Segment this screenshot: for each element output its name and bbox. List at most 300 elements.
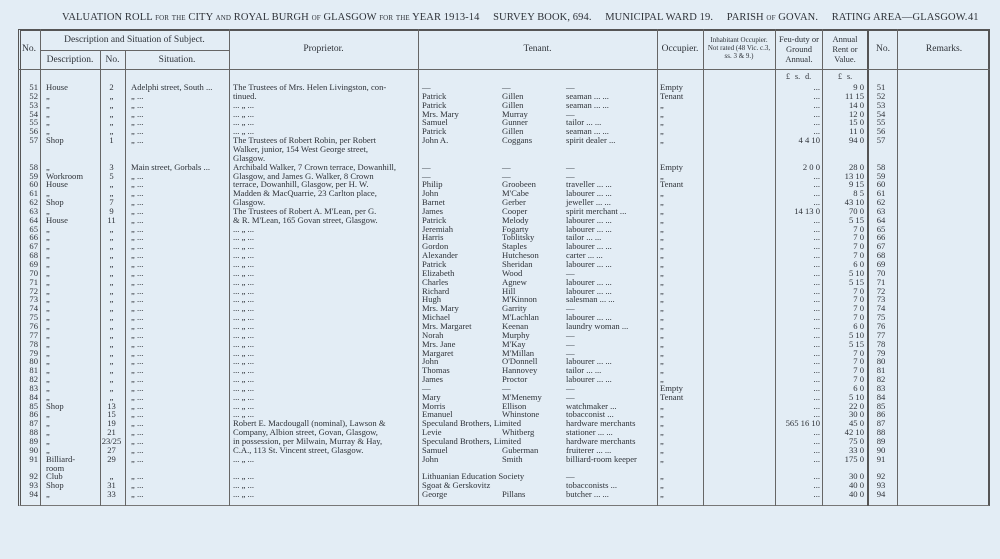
description: „ <box>46 259 50 269</box>
occupier: Tenant <box>660 90 684 101</box>
proprietor: ... „ ... <box>233 480 255 491</box>
tenant-surname: Coggans <box>502 135 533 146</box>
tenant-occupation: labourer ... ... <box>566 241 612 252</box>
tenant-first-name: Patrick <box>422 99 447 110</box>
proprietor: ... „ ... <box>233 126 255 137</box>
tenant-surname: Wood <box>502 267 523 278</box>
entry-no-right: 74 <box>876 303 886 314</box>
street-number: „ <box>109 188 114 199</box>
tenant-first-name: Mrs. Mary <box>422 108 459 119</box>
annual-rent: 6 0 <box>853 320 864 331</box>
situation: „ ... <box>131 135 144 146</box>
description: Club <box>46 471 63 482</box>
entry-no: 78 <box>29 338 38 349</box>
occupier: „ <box>660 453 664 464</box>
tenant-first-name: Mrs. Mary <box>422 303 459 314</box>
situation: „ ... <box>131 90 144 101</box>
occupier: „ <box>660 444 664 455</box>
divider <box>18 69 990 70</box>
occupier: „ <box>660 436 664 446</box>
tenant-surname: Whinstone <box>502 409 540 420</box>
situation: „ ... <box>131 444 144 455</box>
description: „ <box>46 250 50 261</box>
entry-no: 57 <box>29 135 38 146</box>
tenant-surname: Gillen <box>502 126 524 137</box>
street-number: 21 <box>107 427 116 438</box>
tenant-surname: Proctor <box>502 374 528 385</box>
entry-no: 68 <box>29 250 38 261</box>
tenant-first-name: Sgoat & Gerskovitz <box>422 480 491 491</box>
proprietor: ... „ ... <box>233 232 255 243</box>
tenant-occupation: tailor ... ... <box>566 365 602 376</box>
entry-no: 92 <box>29 471 38 482</box>
proprietor: ... „ ... <box>233 312 255 323</box>
tenant-first-name: John <box>422 453 439 464</box>
entry-no: 74 <box>29 303 38 314</box>
street-number: 2 <box>109 82 114 92</box>
annual-rent: 9 0 <box>853 82 864 92</box>
tenant-surname: Pillans <box>502 489 526 500</box>
tenant-occupation: — <box>566 267 575 278</box>
situation: „ ... <box>131 117 144 128</box>
tenant-first-name: Levie <box>422 427 442 438</box>
feu-duty: ... <box>813 117 820 128</box>
entry-no-right: 60 <box>876 179 886 190</box>
street-number: „ <box>109 320 114 331</box>
situation: „ ... <box>131 126 144 137</box>
description: „ <box>46 409 50 420</box>
tenant-surname: Melody <box>502 214 529 225</box>
tenant-first-name: Samuel <box>422 444 448 455</box>
tenant-first-name: John A. <box>422 135 449 146</box>
street-number: „ <box>109 108 114 119</box>
street-number: „ <box>109 126 114 137</box>
occupier: „ <box>660 418 664 429</box>
entry-no-right: 90 <box>876 444 886 455</box>
proprietor: Madden & MacQuarrie, 23 Carlton place, <box>233 188 377 199</box>
description: „ <box>46 338 50 349</box>
entry-no-right: 62 <box>876 197 886 208</box>
table-row <box>0 375 1000 384</box>
street-number: „ <box>109 294 114 305</box>
street-number: „ <box>109 250 114 261</box>
tenant-surname: Murray <box>502 108 528 119</box>
table-row <box>0 136 1000 145</box>
tenant-occupation: traveller ... ... <box>566 179 612 190</box>
header-description: Description. <box>46 55 94 65</box>
proprietor: Glasgow. <box>233 197 266 208</box>
description: „ <box>46 241 50 252</box>
header-description-group: Description and Situation of Subject. <box>64 35 205 45</box>
annual-rent: 11 15 <box>844 90 864 101</box>
proprietor: ... „ ... <box>233 382 255 393</box>
tenant-occupation: labourer ... ... <box>566 374 612 385</box>
tenant-surname: Hill <box>502 285 516 296</box>
table-row <box>0 278 1000 287</box>
proprietor: The Trustees of Mrs. Helen Livingston, con- <box>233 82 387 92</box>
table-row <box>0 349 1000 358</box>
occupier: Empty <box>660 161 683 172</box>
situation: „ ... <box>131 471 144 482</box>
entry-no-right: 86 <box>876 409 886 420</box>
tenant-occupation: seaman ... ... <box>566 126 609 137</box>
feu-duty: ... <box>813 250 820 261</box>
feu-duty: 14 13 0 <box>794 205 820 216</box>
tenant-surname: Toblitsky <box>502 232 535 243</box>
entry-no-right: 70 <box>876 267 886 278</box>
entry-no: 58 <box>29 161 38 172</box>
occupier: Empty <box>660 82 683 92</box>
tenant-surname: Murphy <box>502 329 530 340</box>
entry-no-right: 89 <box>876 436 886 446</box>
annual-rent: 7 0 <box>853 294 864 305</box>
proprietor: Company, Albion street, Govan, Glasgow, <box>233 427 378 438</box>
header-proprietor: Proprietor. <box>303 44 344 54</box>
tenant-occupation: carter ... ... <box>566 250 603 261</box>
occupier: „ <box>660 117 664 128</box>
entry-no-right: 94 <box>876 489 886 500</box>
tenant-first-name: Hugh <box>422 294 442 305</box>
feu-duty: ... <box>813 232 820 243</box>
feu-duty: ... <box>813 241 820 252</box>
tenant-surname: Sheridan <box>502 259 533 269</box>
annual-rent: 15 0 <box>848 117 864 128</box>
table-row <box>0 313 1000 322</box>
tenant-first-name: — <box>422 161 431 172</box>
situation: „ ... <box>131 418 144 429</box>
entry-no-right: 69 <box>876 259 886 269</box>
street-number: 7 <box>109 197 114 208</box>
annual-rent: 7 0 <box>853 356 864 367</box>
feu-duty: ... <box>813 170 820 181</box>
street-number: 1 <box>109 135 114 146</box>
header-inhabitant: Inhabitant Occupier. Not rated (48 Vic. c.3, ss. 3 & 9.) <box>707 36 771 60</box>
entry-no: 94 <box>29 489 38 500</box>
situation: „ ... <box>131 276 144 287</box>
occupier: „ <box>660 347 664 358</box>
annual-rent: 40 0 <box>848 480 864 491</box>
street-number: „ <box>109 99 114 110</box>
description: „ <box>46 117 50 128</box>
feu-duty: ... <box>813 188 820 199</box>
proprietor: ... „ ... <box>233 400 255 411</box>
situation: Main street, Gorbals ... <box>131 161 210 172</box>
tenant-surname: Garrity <box>502 303 527 314</box>
entry-no-right: 55 <box>876 117 886 128</box>
proprietor: C.A., 113 St. Vincent street, Glasgow. <box>233 444 364 455</box>
feu-duty: ... <box>813 436 820 446</box>
feu-duty: ... <box>813 108 820 119</box>
entry-no: 81 <box>29 365 38 376</box>
feu-duty: ... <box>813 312 820 323</box>
annual-rent: 7 0 <box>853 347 864 358</box>
proprietor: terrace, Dowanhill, Glasgow, per H. W. <box>233 179 369 190</box>
tenant-occupation: spirit merchant ... <box>566 205 627 216</box>
tenant-occupation: labourer ... ... <box>566 285 612 296</box>
tenant-occupation: hardware merchants <box>566 436 636 446</box>
feu-duty: ... <box>813 214 820 225</box>
occupier: „ <box>660 170 664 181</box>
tenant-surname: — <box>502 170 511 181</box>
tenant-first-name: — <box>422 382 431 393</box>
annual-rent: 30 0 <box>848 409 864 420</box>
annual-rent: 42 10 <box>844 427 864 438</box>
feu-duty: ... <box>813 471 820 482</box>
proprietor: ... „ ... <box>233 391 255 402</box>
tenant-surname: Staples <box>502 241 527 252</box>
feu-duty: 4 4 10 <box>798 135 820 146</box>
table-row <box>0 233 1000 242</box>
table-row <box>0 225 1000 234</box>
entry-no-right: 84 <box>876 391 886 402</box>
entry-no: 54 <box>29 108 38 119</box>
proprietor: tinued. <box>233 90 257 101</box>
entry-no-right: 65 <box>876 223 886 234</box>
tenant-surname: O'Donnell <box>502 356 538 367</box>
feu-duty: 565 16 10 <box>785 418 820 429</box>
tenant-occupation: stationer ... ... <box>566 427 613 438</box>
entry-no: 55 <box>29 117 38 128</box>
table-row <box>0 287 1000 296</box>
tenant-first-name: Richard <box>422 285 450 296</box>
street-number: „ <box>109 276 114 287</box>
occupier: „ <box>660 108 664 119</box>
proprietor: in possession, per Milwain, Murray & Hay, <box>233 436 383 446</box>
tenant-occupation: — <box>566 161 575 172</box>
entry-no: 85 <box>29 400 38 411</box>
tenant-occupation: labourer ... ... <box>566 188 612 199</box>
tenant-occupation: — <box>566 108 575 119</box>
entry-no-right: 57 <box>876 135 886 146</box>
occupier: Empty <box>660 382 683 393</box>
entry-no: 86 <box>29 409 38 420</box>
tenant-occupation: labourer ... ... <box>566 312 612 323</box>
feu-duty: ... <box>813 347 820 358</box>
situation: „ ... <box>131 250 144 261</box>
description: „ <box>46 205 50 216</box>
proprietor: ... „ ... <box>233 471 255 482</box>
entry-no-right: 79 <box>876 347 886 358</box>
annual-rent: 5 10 <box>848 329 864 340</box>
tenant-first-name: Speculand Brothers, Limited <box>422 418 522 429</box>
tenant-surname: Agnew <box>502 276 527 287</box>
tenant-first-name: Thomas <box>422 365 450 376</box>
feu-duty: ... <box>813 489 820 500</box>
occupier: „ <box>660 374 664 385</box>
occupier: „ <box>660 294 664 305</box>
tenant-first-name: Jeremiah <box>422 223 454 234</box>
tenant-first-name: Norah <box>422 329 444 340</box>
entry-no: 60 <box>29 179 38 190</box>
street-number: 5 <box>109 170 114 181</box>
proprietor: ... „ ... <box>233 294 255 305</box>
occupier: „ <box>660 188 664 199</box>
description: House <box>46 82 68 92</box>
tenant-surname: M'Lachlan <box>502 312 539 323</box>
feu-duty: ... <box>813 382 820 393</box>
entry-no-right: 78 <box>876 338 886 349</box>
occupier: „ <box>660 338 664 349</box>
tenant-first-name: James <box>422 205 444 216</box>
table-row <box>0 180 1000 189</box>
tenant-occupation: tailor ... ... <box>566 232 602 243</box>
situation: „ ... <box>131 285 144 296</box>
entry-no-right: 53 <box>876 99 886 110</box>
annual-rent: 75 0 <box>848 436 864 446</box>
description: Billiard- <box>46 453 76 464</box>
tenant-occupation: — <box>566 170 575 181</box>
header-tenant: Tenant. <box>523 44 552 54</box>
tenant-occupation: labourer ... ... <box>566 276 612 287</box>
feu-duty: ... <box>813 338 820 349</box>
situation: „ ... <box>131 347 144 358</box>
feu-duty: ... <box>813 409 820 420</box>
proprietor: ... „ ... <box>233 489 255 500</box>
situation: „ ... <box>131 294 144 305</box>
tenant-surname: Guberman <box>502 444 539 455</box>
description: „ <box>46 320 50 331</box>
street-number: „ <box>109 117 114 128</box>
situation: „ ... <box>131 223 144 234</box>
occupier: „ <box>660 471 664 482</box>
situation: „ ... <box>131 329 144 340</box>
description: Shop <box>46 400 64 411</box>
situation: „ ... <box>131 436 144 446</box>
entry-no: 67 <box>29 241 38 252</box>
header-no: No. <box>22 44 36 54</box>
annual-rent: 6 0 <box>853 382 864 393</box>
table-row <box>0 490 1000 499</box>
tenant-surname: Fogarty <box>502 223 529 234</box>
annual-rent: 5 15 <box>848 214 864 225</box>
street-number: „ <box>109 329 114 340</box>
description: Workroom <box>46 170 84 181</box>
entry-no: 65 <box>29 223 38 234</box>
feu-duty: ... <box>813 285 820 296</box>
entry-no: 61 <box>29 188 38 199</box>
tenant-first-name: — <box>422 170 431 181</box>
tenant-surname: Groobeen <box>502 179 536 190</box>
entry-no-right: 52 <box>876 90 886 101</box>
occupier: Tenant <box>660 391 684 402</box>
tenant-first-name: Patrick <box>422 259 447 269</box>
entry-no: 80 <box>29 356 38 367</box>
tenant-occupation: billiard-room keeper <box>566 453 637 464</box>
tenant-surname: Gerber <box>502 197 526 208</box>
proprietor: The Trustees of Robert Robin, per Robert <box>233 135 376 146</box>
description: „ <box>46 365 50 376</box>
feu-duty: ... <box>813 294 820 305</box>
tenant-occupation: fruiterer ... ... <box>566 444 612 455</box>
feu-duty: ... <box>813 259 820 269</box>
description: „ <box>46 382 50 393</box>
tenant-occupation: — <box>566 303 575 314</box>
occupier: „ <box>660 320 664 331</box>
tenant-surname: Gillen <box>502 99 524 110</box>
street-number: „ <box>109 179 114 190</box>
description: House <box>46 214 68 225</box>
rent-units: £ s. <box>838 72 853 81</box>
situation: „ ... <box>131 409 144 420</box>
header-no-right: No. <box>876 44 890 54</box>
tenant-surname: — <box>502 382 511 393</box>
entry-no: 91 <box>29 453 38 464</box>
proprietor: ... „ ... <box>233 241 255 252</box>
entry-no-right: 83 <box>876 382 886 393</box>
street-number: 19 <box>107 418 116 429</box>
description: „ <box>46 99 50 110</box>
proprietor: Robert E. Macdougall (nominal), Lawson & <box>233 418 386 429</box>
tenant-first-name: John <box>422 188 439 199</box>
entry-no-right: 58 <box>876 161 886 172</box>
proprietor: ... „ ... <box>233 259 255 269</box>
tenant-occupation: tailor ... ... <box>566 117 602 128</box>
situation: „ ... <box>131 197 144 208</box>
entry-no: 72 <box>29 285 38 296</box>
entry-no-right: 81 <box>876 365 886 376</box>
description: „ <box>46 436 50 446</box>
occupier: Tenant <box>660 179 684 190</box>
tenant-occupation: butcher ... ... <box>566 489 609 500</box>
table-row <box>0 455 1000 464</box>
occupier: „ <box>660 241 664 252</box>
annual-rent: 9 15 <box>848 179 864 190</box>
header-occupier: Occupier. <box>661 44 699 54</box>
tenant-occupation: labourer ... ... <box>566 356 612 367</box>
description: „ <box>46 391 50 402</box>
feu-duty: ... <box>813 444 820 455</box>
description: „ <box>46 418 50 429</box>
entry-no-right: 71 <box>876 276 886 287</box>
annual-rent: 43 10 <box>844 197 864 208</box>
tenant-first-name: Mrs. Margaret <box>422 320 472 331</box>
street-number: 29 <box>107 453 116 464</box>
street-number: „ <box>109 223 114 234</box>
entry-no: 93 <box>29 480 38 491</box>
tenant-first-name: Alexander <box>422 250 458 261</box>
entry-no-right: 82 <box>876 374 886 385</box>
description: „ <box>46 294 50 305</box>
tenant-first-name: Emanuel <box>422 409 453 420</box>
entry-no-right: 64 <box>876 214 886 225</box>
entry-no: 89 <box>29 436 38 446</box>
annual-rent: 7 0 <box>853 285 864 296</box>
tenant-first-name: Speculand Brothers, Limited <box>422 436 522 446</box>
situation: „ ... <box>131 391 144 402</box>
occupier: „ <box>660 303 664 314</box>
entry-no: 82 <box>29 374 38 385</box>
description: „ <box>46 267 50 278</box>
feu-duty: ... <box>813 223 820 234</box>
entry-no: 66 <box>29 232 38 243</box>
proprietor: Glasgow, and James G. Walker, 8 Crown <box>233 170 374 181</box>
tenant-first-name: Patrick <box>422 90 447 101</box>
entry-no-right: 56 <box>876 126 886 137</box>
tenant-first-name: James <box>422 374 444 385</box>
occupier: „ <box>660 489 664 500</box>
proprietor: ... „ ... <box>233 223 255 234</box>
entry-no: 77 <box>29 329 38 340</box>
proprietor: ... „ ... <box>233 108 255 119</box>
street-number: „ <box>109 312 114 323</box>
entry-no-right: 51 <box>876 82 886 92</box>
occupier: „ <box>660 427 664 438</box>
table-row <box>0 251 1000 260</box>
occupier: „ <box>660 126 664 137</box>
annual-rent: 7 0 <box>853 232 864 243</box>
annual-rent: 7 0 <box>853 312 864 323</box>
page-number: 41 <box>968 12 979 23</box>
